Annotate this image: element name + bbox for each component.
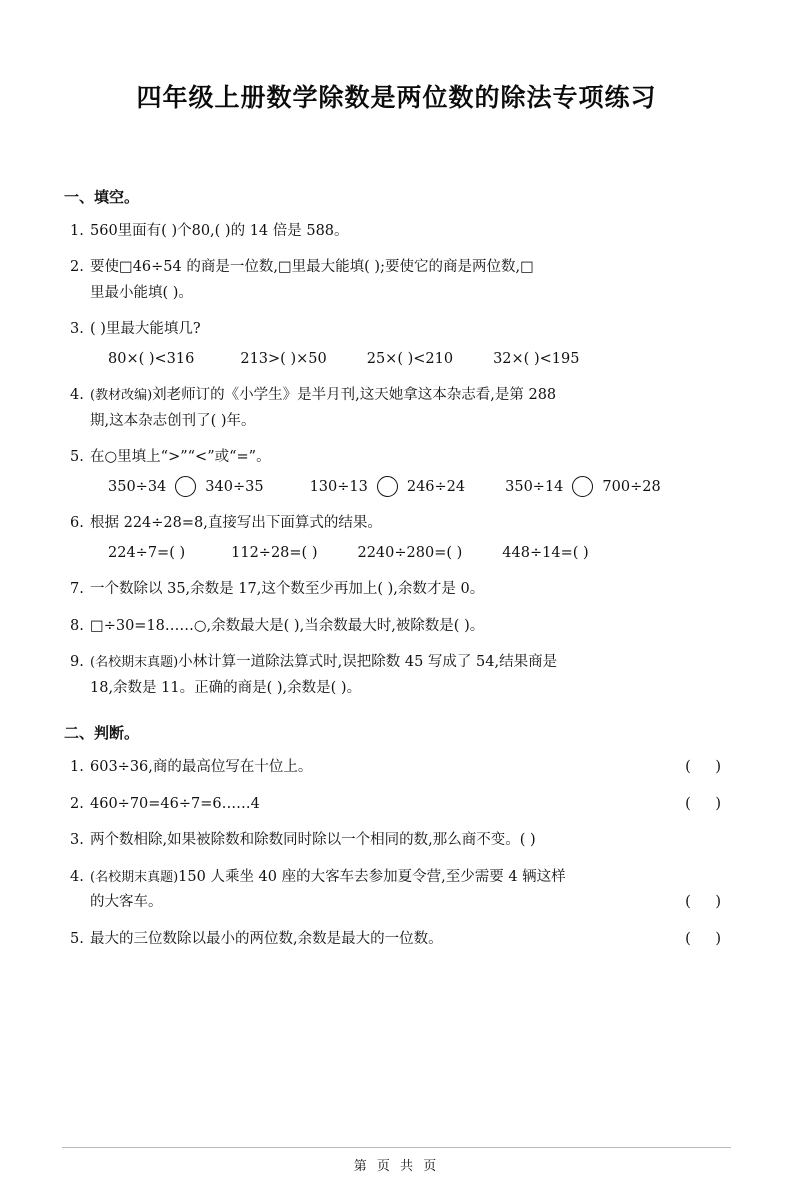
section-fill-in-the-blank xyxy=(62,186,731,700)
question-text: 两个数相除,如果被除数和除数同时除以一个相同的数,那么商不变。( ) xyxy=(90,832,536,849)
question-tag: (名校期末真题) xyxy=(90,869,179,885)
section-heading: 一、填空。 xyxy=(64,188,140,206)
question-text: 要使□46÷54 的商是一位数,□里最大能填( );要使它的商是两位数,□ xyxy=(90,259,534,276)
question-number: 1. xyxy=(70,759,84,776)
question-item xyxy=(62,446,731,499)
answer-circle[interactable] xyxy=(572,476,593,497)
question-text-continued: 18,余数是 11。正确的商是( ),余数是( )。 xyxy=(90,679,362,696)
question-item xyxy=(62,615,731,638)
section-heading: 二、判断。 xyxy=(64,724,140,743)
answer-parentheses[interactable]: ( ) xyxy=(685,930,731,947)
section-true-false xyxy=(62,722,731,951)
question-number: 2. xyxy=(70,259,84,276)
question-number: 8. xyxy=(70,617,84,634)
compare-left: 350÷14 xyxy=(505,478,564,495)
question-number: 1. xyxy=(70,223,84,239)
answer-circle[interactable] xyxy=(175,476,196,497)
answer-parentheses[interactable]: ( ) xyxy=(685,894,731,911)
page-title: 四年级上册数学除数是两位数的除法专项练习 xyxy=(136,83,657,112)
question-text: 最大的三位数除以最小的两位数,余数是最大的一位数。 xyxy=(90,930,443,947)
question-number: 3. xyxy=(70,321,84,338)
question-item xyxy=(62,756,731,779)
expression: 112÷28=( ) xyxy=(231,544,318,561)
question-number: 3. xyxy=(70,832,84,849)
answer-parentheses[interactable]: ( ) xyxy=(685,759,731,776)
footer-divider xyxy=(62,1147,731,1148)
question-item xyxy=(62,256,731,305)
expression-row xyxy=(90,348,731,371)
expression: 25×( )<210 xyxy=(366,350,454,367)
question-text: 小林计算一道除法算式时,误把除数 45 写成了 54,结果商是 xyxy=(178,654,558,671)
expression: 213>( )×50 xyxy=(240,350,327,367)
question-text: 460÷70=46÷7=6……4 xyxy=(90,795,260,812)
expression: 80×( )<316 xyxy=(108,350,195,367)
question-number: 7. xyxy=(70,581,84,598)
worksheet-page xyxy=(0,78,793,1200)
question-number: 4. xyxy=(70,387,84,404)
question-item xyxy=(62,829,731,852)
question-number: 5. xyxy=(70,449,84,466)
question-text: □÷30=18……○,余数最大是( ),当余数最大时,被除数是( )。 xyxy=(90,617,485,634)
question-item xyxy=(62,318,731,371)
compare-right: 246÷24 xyxy=(406,478,466,495)
question-text: 在○里填上“>”“<”或“=”。 xyxy=(90,449,271,466)
question-item xyxy=(62,220,731,243)
question-number: 9. xyxy=(70,654,84,671)
compare-left: 130÷13 xyxy=(309,478,368,495)
question-item xyxy=(62,578,731,601)
question-item xyxy=(62,928,731,951)
compare-right: 340÷35 xyxy=(205,478,264,495)
question-text-continued: 里最小能填( )。 xyxy=(90,284,193,301)
comparison-row xyxy=(90,476,731,499)
question-item xyxy=(62,793,731,816)
expression: 224÷7=( ) xyxy=(108,544,186,561)
question-number: 2. xyxy=(70,795,84,812)
question-text: ( )里最大能填几? xyxy=(90,321,201,338)
question-item xyxy=(62,866,731,915)
expression: 32×( )<195 xyxy=(493,350,580,367)
compare-left: 350÷34 xyxy=(108,478,167,495)
question-item xyxy=(62,651,731,700)
answer-parentheses[interactable]: ( ) xyxy=(685,795,731,812)
answer-circle[interactable] xyxy=(377,476,398,497)
question-number: 5. xyxy=(70,930,84,947)
question-tag: (名校期末真题) xyxy=(90,655,179,671)
question-text: 一个数除以 35,余数是 17,这个数至少再加上( ),余数才是 0。 xyxy=(90,581,485,598)
question-text: 560里面有( )个80,( )的 14 倍是 588。 xyxy=(90,223,349,239)
question-number: 4. xyxy=(70,868,84,885)
question-text: 刘老师订的《小学生》是半月刊,这天她拿这本杂志看,是第 288 xyxy=(152,387,557,404)
question-item xyxy=(62,512,731,565)
question-tag: (教材改编) xyxy=(90,388,153,404)
question-text-continued: 期,这本杂志创刊了( )年。 xyxy=(90,412,256,429)
question-text: 603÷36,商的最高位写在十位上。 xyxy=(90,759,313,776)
expression-row xyxy=(90,542,731,565)
question-item xyxy=(62,384,731,433)
question-text: 根据 224÷28=8,直接写出下面算式的结果。 xyxy=(90,515,382,532)
question-text: 150 人乘坐 40 座的大客车去参加夏令营,至少需要 4 辆这样 xyxy=(178,868,566,885)
page-footer: 第 页 共 页 xyxy=(353,1159,440,1174)
compare-right: 700÷28 xyxy=(602,478,661,495)
expression: 448÷14=( ) xyxy=(502,544,589,561)
expression: 2240÷280=( ) xyxy=(357,544,463,561)
question-text-continued: 的大客车。 xyxy=(90,894,163,911)
question-number: 6. xyxy=(70,515,84,532)
